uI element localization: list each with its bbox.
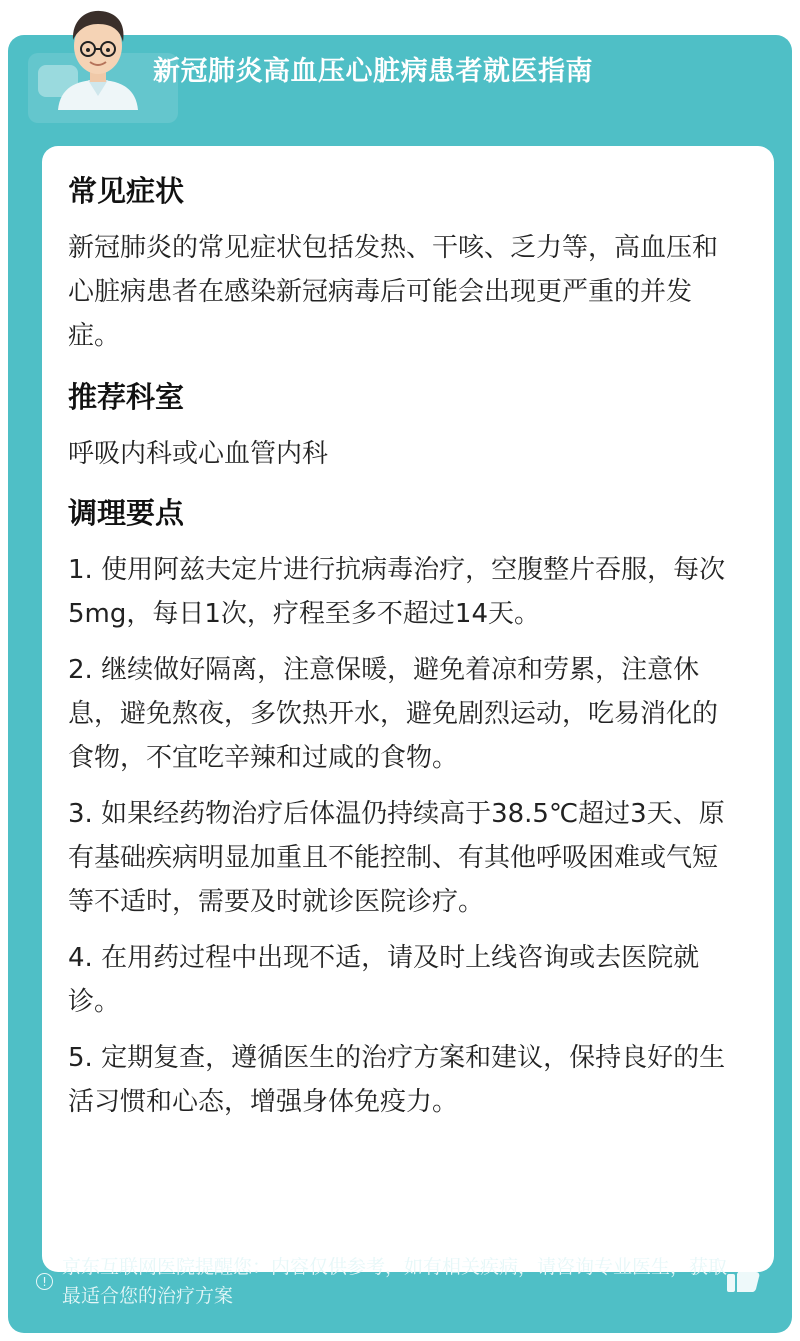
care-heading: 调理要点 [68, 496, 185, 530]
department-text: 呼吸内科或心血管内科 [68, 439, 329, 469]
thumbs-up-icon[interactable] [724, 1258, 762, 1296]
footer-disclaimer [36, 1253, 736, 1311]
care-item-5: 5. 定期复查，遵循医生的治疗方案和建议，保持良好的生活习惯和心态，增强身体免疫力。 [68, 1043, 726, 1117]
guide-panel [8, 35, 792, 1333]
care-item-2: 2. 继续做好隔离，注意保暖，避免着凉和劳累，注意休息，避免熬夜，多饮热开水，避免剧烈运动，吃易消化的食物，不宜吃辛辣和过咸的食物。 [68, 655, 719, 773]
page-title: 新冠肺炎高血压心脏病患者就医指南 [153, 56, 593, 87]
care-item-1: 1. 使用阿兹夫定片进行抗病毒治疗，空腹整片吞服，每次5mg，每日1次，疗程至多不超过14天。 [68, 555, 726, 629]
doctor-avatar [48, 0, 148, 110]
symptoms-text: 新冠肺炎的常见症状包括发热、干咳、乏力等，高血压和心脏病患者在感染新冠病毒后可能会出现更严重的并发症。 [68, 233, 719, 351]
department-heading: 推荐科室 [68, 380, 185, 414]
care-item-4: 4. 在用药过程中出现不适，请及时上线咨询或去医院就诊。 [68, 943, 700, 1017]
content-card [42, 146, 774, 1272]
info-icon: ! [36, 1273, 53, 1290]
disclaimer-text: 京东互联网医院提醒您：内容仅供参考，如有相关疾病，请咨询专业医生，获取最适合您的治疗方案 [62, 1256, 728, 1307]
symptoms-heading: 常见症状 [68, 174, 185, 208]
care-item-3: 3. 如果经药物治疗后体温仍持续高于38.5℃超过3天、原有基础疾病明显加重且不能控制、有其他呼吸困难或气短等不适时，需要及时就诊医院诊疗。 [68, 799, 725, 917]
